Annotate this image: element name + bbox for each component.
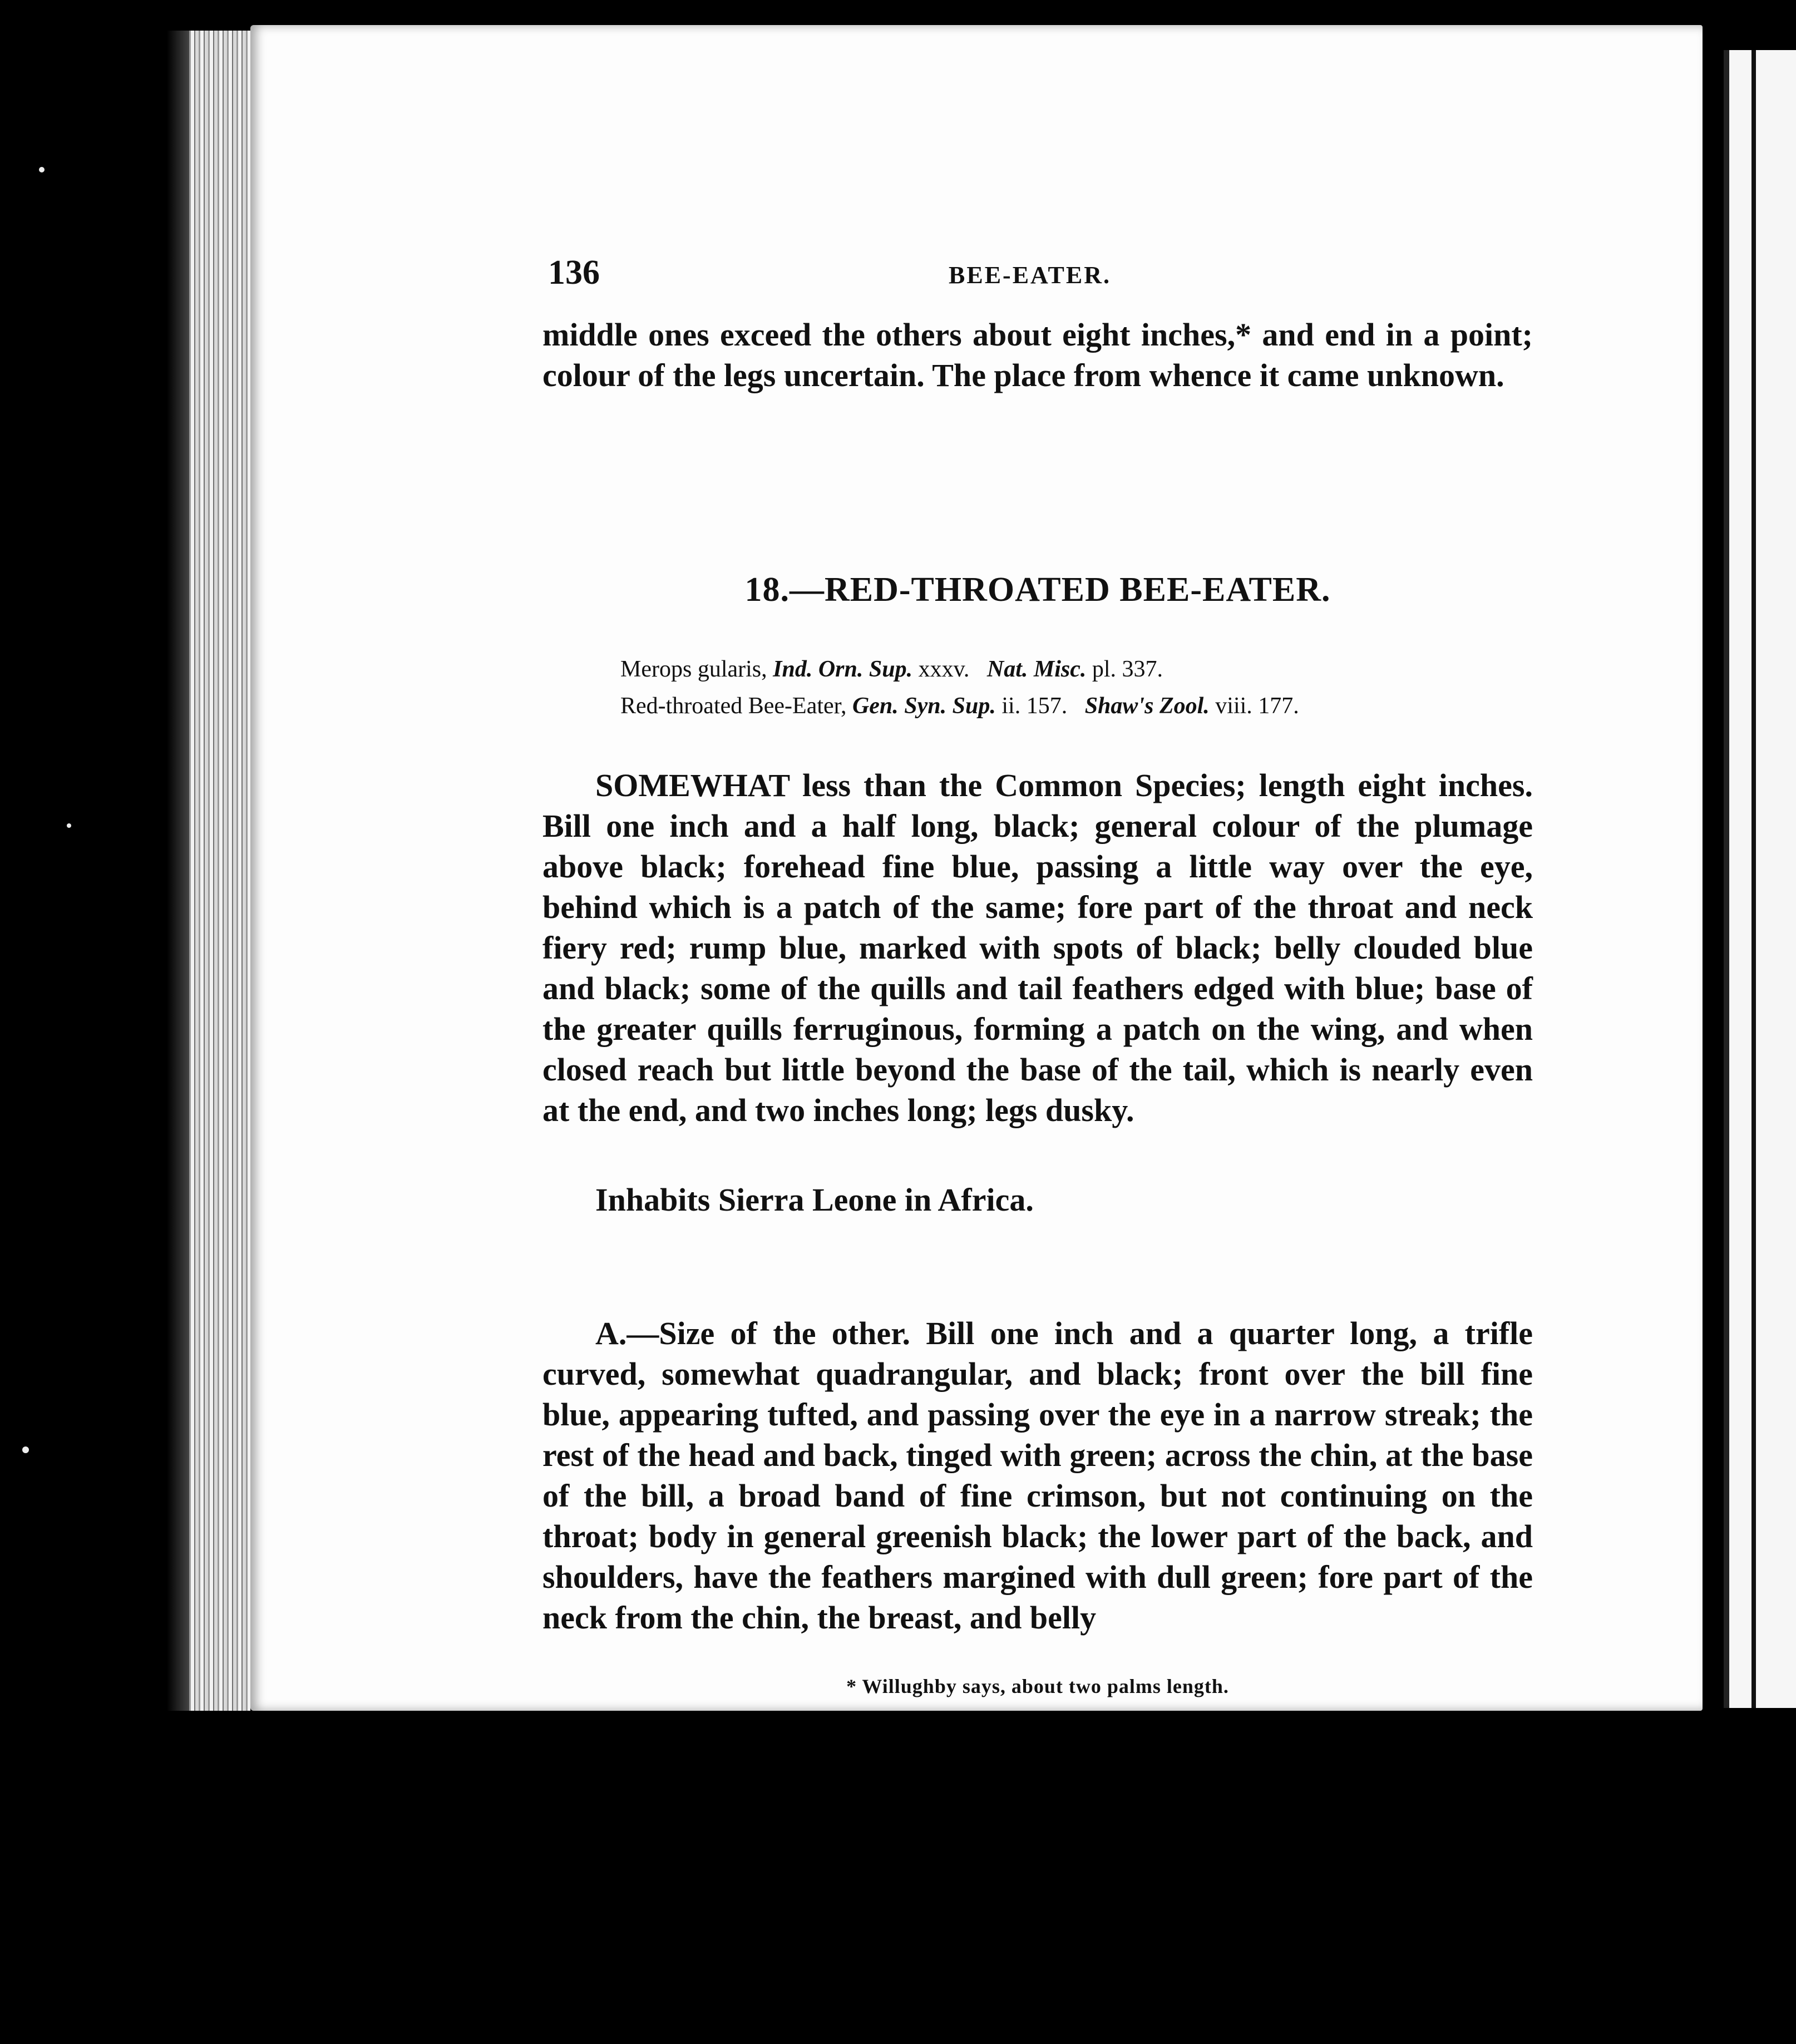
- synonym-reference: Shaw's Zool.: [1084, 693, 1210, 719]
- intro-paragraph: middle ones exceed the others about eight inches,* and end in a point; colour of the legs uncertain. The place from whence it came unknown.: [542, 317, 1533, 393]
- habitat-paragraph: Inhabits Sierra Leone in Africa.: [595, 1182, 1034, 1218]
- synonym-volume: xxxv.: [918, 656, 970, 682]
- book-page-edges: [167, 31, 250, 1711]
- page-number: 136: [548, 254, 600, 292]
- description-paragraph: SOMEWHAT less than the Common Species; length eight inches. Bill one inch and a half long, black; general colour of the plumage above black; forehead fine blue, passing a little way over the eye, behind which is a patch of the same; fore part of the throat and neck fiery red; rump blue, marked with spots of black; belly clouded blue and black; some of the quills and tail feathers edged with blue; base of the greater quills ferruginous, forming a patch on the wing, and when closed reach but little beyond the base of the tail, which is nearly even at the end, and two inches long; legs dusky.: [542, 767, 1533, 1128]
- species-title: 18.—RED-THROATED BEE-EATER.: [744, 571, 1331, 609]
- scan-speck: [22, 1446, 29, 1453]
- synonym-volume: pl. 337.: [1092, 656, 1163, 682]
- footnote: * Willughby says, about two palms length.: [846, 1675, 1229, 1697]
- synonym-reference: Gen. Syn. Sup.: [852, 693, 996, 719]
- synonym-reference: Nat. Misc.: [986, 656, 1087, 682]
- scan-speck: [67, 823, 71, 828]
- synonym-line: [620, 651, 1511, 688]
- synonym-line: [620, 688, 1511, 724]
- running-head: [548, 253, 1530, 298]
- running-title: BEE-EATER.: [949, 261, 1112, 289]
- synonym-name: Merops gularis,: [620, 656, 767, 682]
- synonym-volume: viii. 177.: [1215, 693, 1299, 719]
- adjacent-page: [1724, 50, 1796, 1708]
- synonym-reference: Ind. Orn. Sup.: [773, 656, 913, 682]
- variety-paragraph: A.—Size of the other. Bill one inch and a quarter long, a trifle curved, somewhat quadrangular, and black; front over the bill fine blue, appearing tufted, and passing over the eye in a narrow streak; the rest of the head and back, tinged with green; across the chin, at the base of the bill, a broad band of fine crimson, but not continuing on the throat; body in general greenish black; the lower part of the back, and shoulders, have the feathers margined with dull green; fore part of the neck from the chin, the breast, and belly: [542, 1315, 1533, 1636]
- synonym-volume: ii. 157.: [1001, 693, 1068, 719]
- scan-speck: [39, 167, 45, 172]
- synonym-name: Red-throated Bee-Eater,: [620, 693, 847, 719]
- synonymy-block: [620, 651, 1511, 724]
